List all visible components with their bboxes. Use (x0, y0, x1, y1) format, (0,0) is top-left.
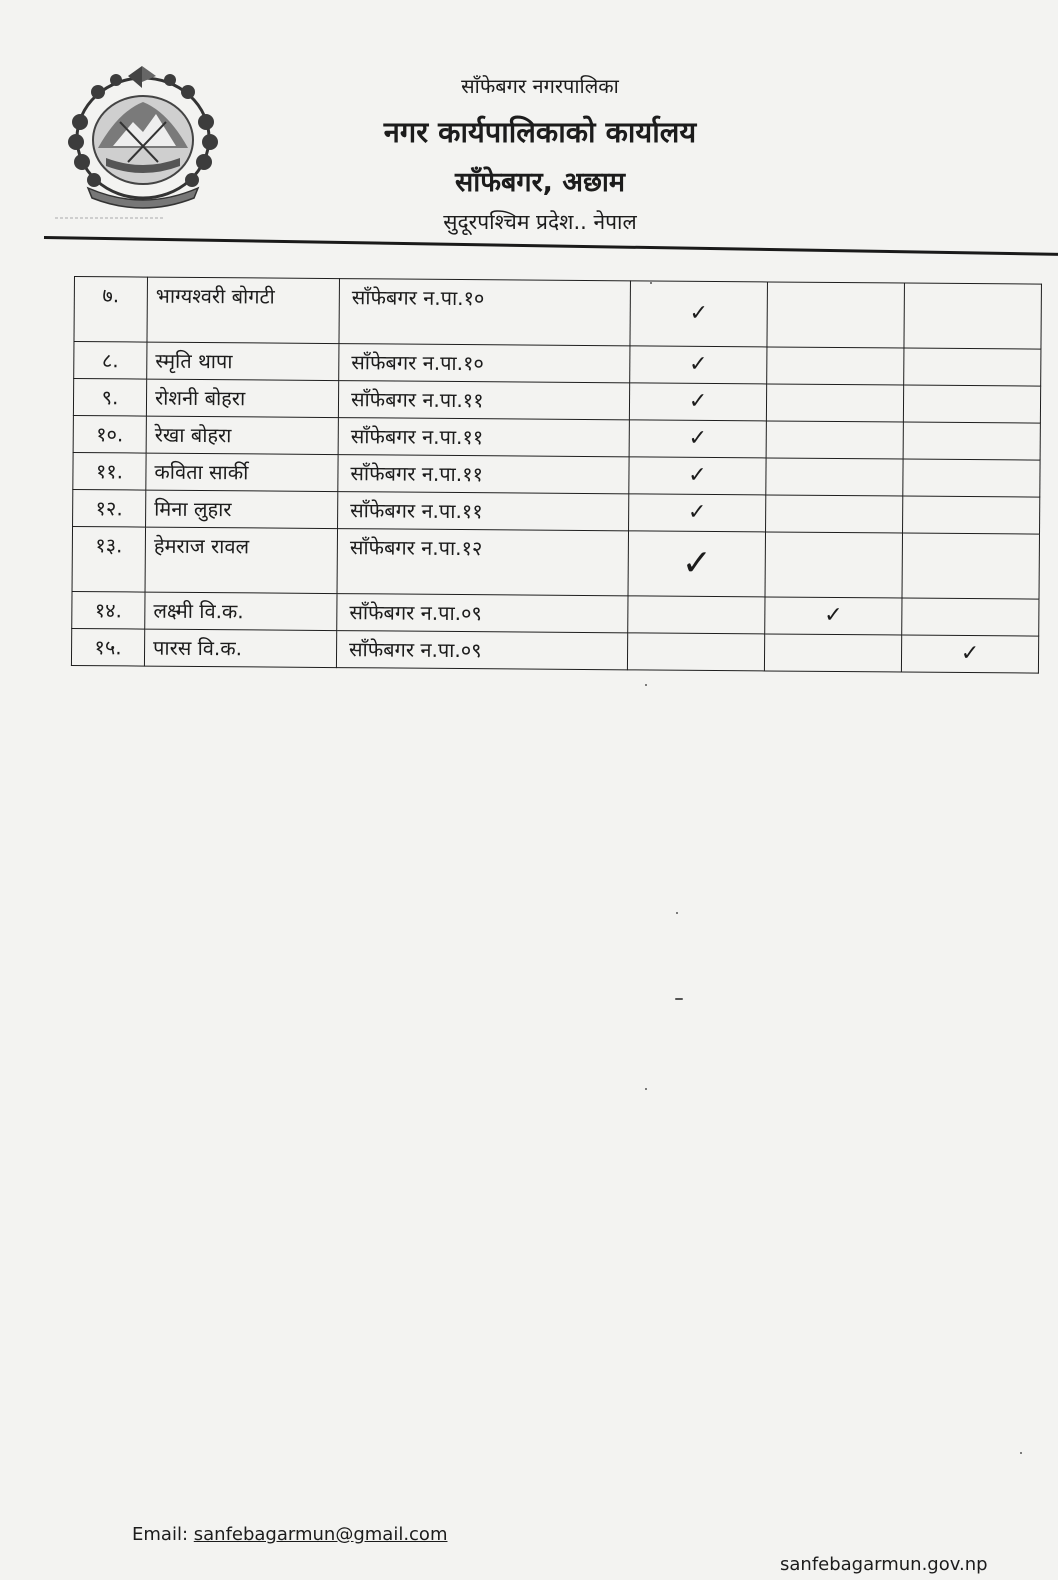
scan-speck (645, 1088, 647, 1090)
check-col-1: ✓ (629, 457, 766, 495)
address: साँफेबगर न.पा.१० (339, 279, 631, 346)
check-col-3 (903, 422, 1040, 460)
person-name: कविता सार्की (146, 453, 338, 492)
serial-number: ८. (74, 342, 147, 380)
address: साँफेबगर न.पा.११ (338, 492, 629, 531)
check-col-2 (766, 421, 903, 459)
scan-speck (675, 998, 683, 1000)
address: साँफेबगर न.पा.१२ (337, 529, 629, 596)
check-col-1 (628, 596, 765, 634)
person-name: पारस वि.क. (144, 629, 336, 668)
check-col-1: ✓ (628, 531, 766, 597)
address: साँफेबगर न.पा.११ (338, 418, 629, 457)
check-col-1: ✓ (630, 281, 768, 347)
province-country: सुदूरपश्चिम प्रदेश.. नेपाल (443, 210, 637, 234)
scan-speck (1020, 1452, 1022, 1454)
check-col-3 (902, 598, 1039, 636)
check-col-1: ✓ (630, 346, 767, 384)
check-col-2 (766, 495, 903, 533)
address: साँफेबगर न.पा.०९ (336, 631, 627, 670)
address: साँफेबगर न.पा.११ (338, 455, 629, 494)
check-col-2 (767, 282, 905, 348)
check-col-3 (903, 459, 1040, 497)
address: साँफेबगर न.पा.०९ (337, 594, 628, 633)
check-col-3 (904, 283, 1042, 349)
serial-number: १२. (73, 489, 146, 527)
serial-number: १०. (73, 415, 146, 453)
serial-number: ७. (74, 277, 148, 343)
person-name: स्मृति थापा (147, 342, 339, 381)
check-col-2 (766, 458, 903, 496)
check-col-3: ✓ (901, 635, 1038, 673)
footer-email (132, 1524, 447, 1545)
person-name: रेखा बोहरा (146, 416, 338, 455)
address: साँफेबगर न.पा.१० (339, 344, 630, 383)
office-name: नगर कार्यपालिकाको कार्यालय (383, 115, 697, 149)
scan-speck (650, 282, 652, 284)
check-col-2 (765, 532, 903, 598)
check-col-2 (767, 347, 904, 385)
municipality-name: साँफेबगर नगरपालिका (461, 74, 619, 98)
serial-number: ११. (73, 452, 146, 490)
table-row (72, 526, 1039, 599)
serial-number: १३. (72, 526, 146, 592)
person-name: लक्ष्मी वि.क. (145, 592, 337, 631)
check-col-2 (764, 634, 901, 672)
check-col-1: ✓ (629, 494, 766, 532)
letterhead-divider (44, 236, 1058, 256)
check-col-3 (904, 348, 1041, 386)
person-name: मिना लुहार (146, 490, 338, 529)
participant-table (71, 276, 1028, 673)
serial-number: १५. (71, 628, 144, 666)
nepal-emblem-icon (58, 62, 228, 210)
check-col-2 (766, 384, 903, 422)
check-col-3 (903, 385, 1040, 423)
person-name: भाग्यश्वरी बोगटी (147, 277, 340, 344)
check-col-2: ✓ (765, 597, 902, 635)
serial-number: १४. (72, 591, 145, 629)
check-col-1: ✓ (629, 420, 766, 458)
check-col-1: ✓ (629, 383, 766, 421)
table-row (71, 628, 1038, 673)
office-location: साँफेबगर, अछाम (454, 167, 626, 198)
scan-speck (645, 684, 647, 686)
address: साँफेबगर न.पा.११ (338, 381, 629, 420)
email-label: Email: (132, 1524, 189, 1545)
serial-number: ९. (73, 379, 146, 417)
scan-speck (676, 912, 678, 914)
footer-website[interactable]: sanfebagarmun.gov.np (780, 1554, 988, 1575)
check-col-1 (627, 633, 764, 671)
emblem-caption-line (55, 214, 165, 222)
email-link[interactable]: sanfebagarmun@gmail.com (193, 1524, 448, 1545)
person-name: हेमराज रावल (145, 527, 338, 594)
table-row (74, 277, 1041, 350)
check-col-3 (902, 533, 1040, 599)
check-col-3 (903, 496, 1040, 534)
person-name: रोशनी बोहरा (146, 379, 338, 418)
